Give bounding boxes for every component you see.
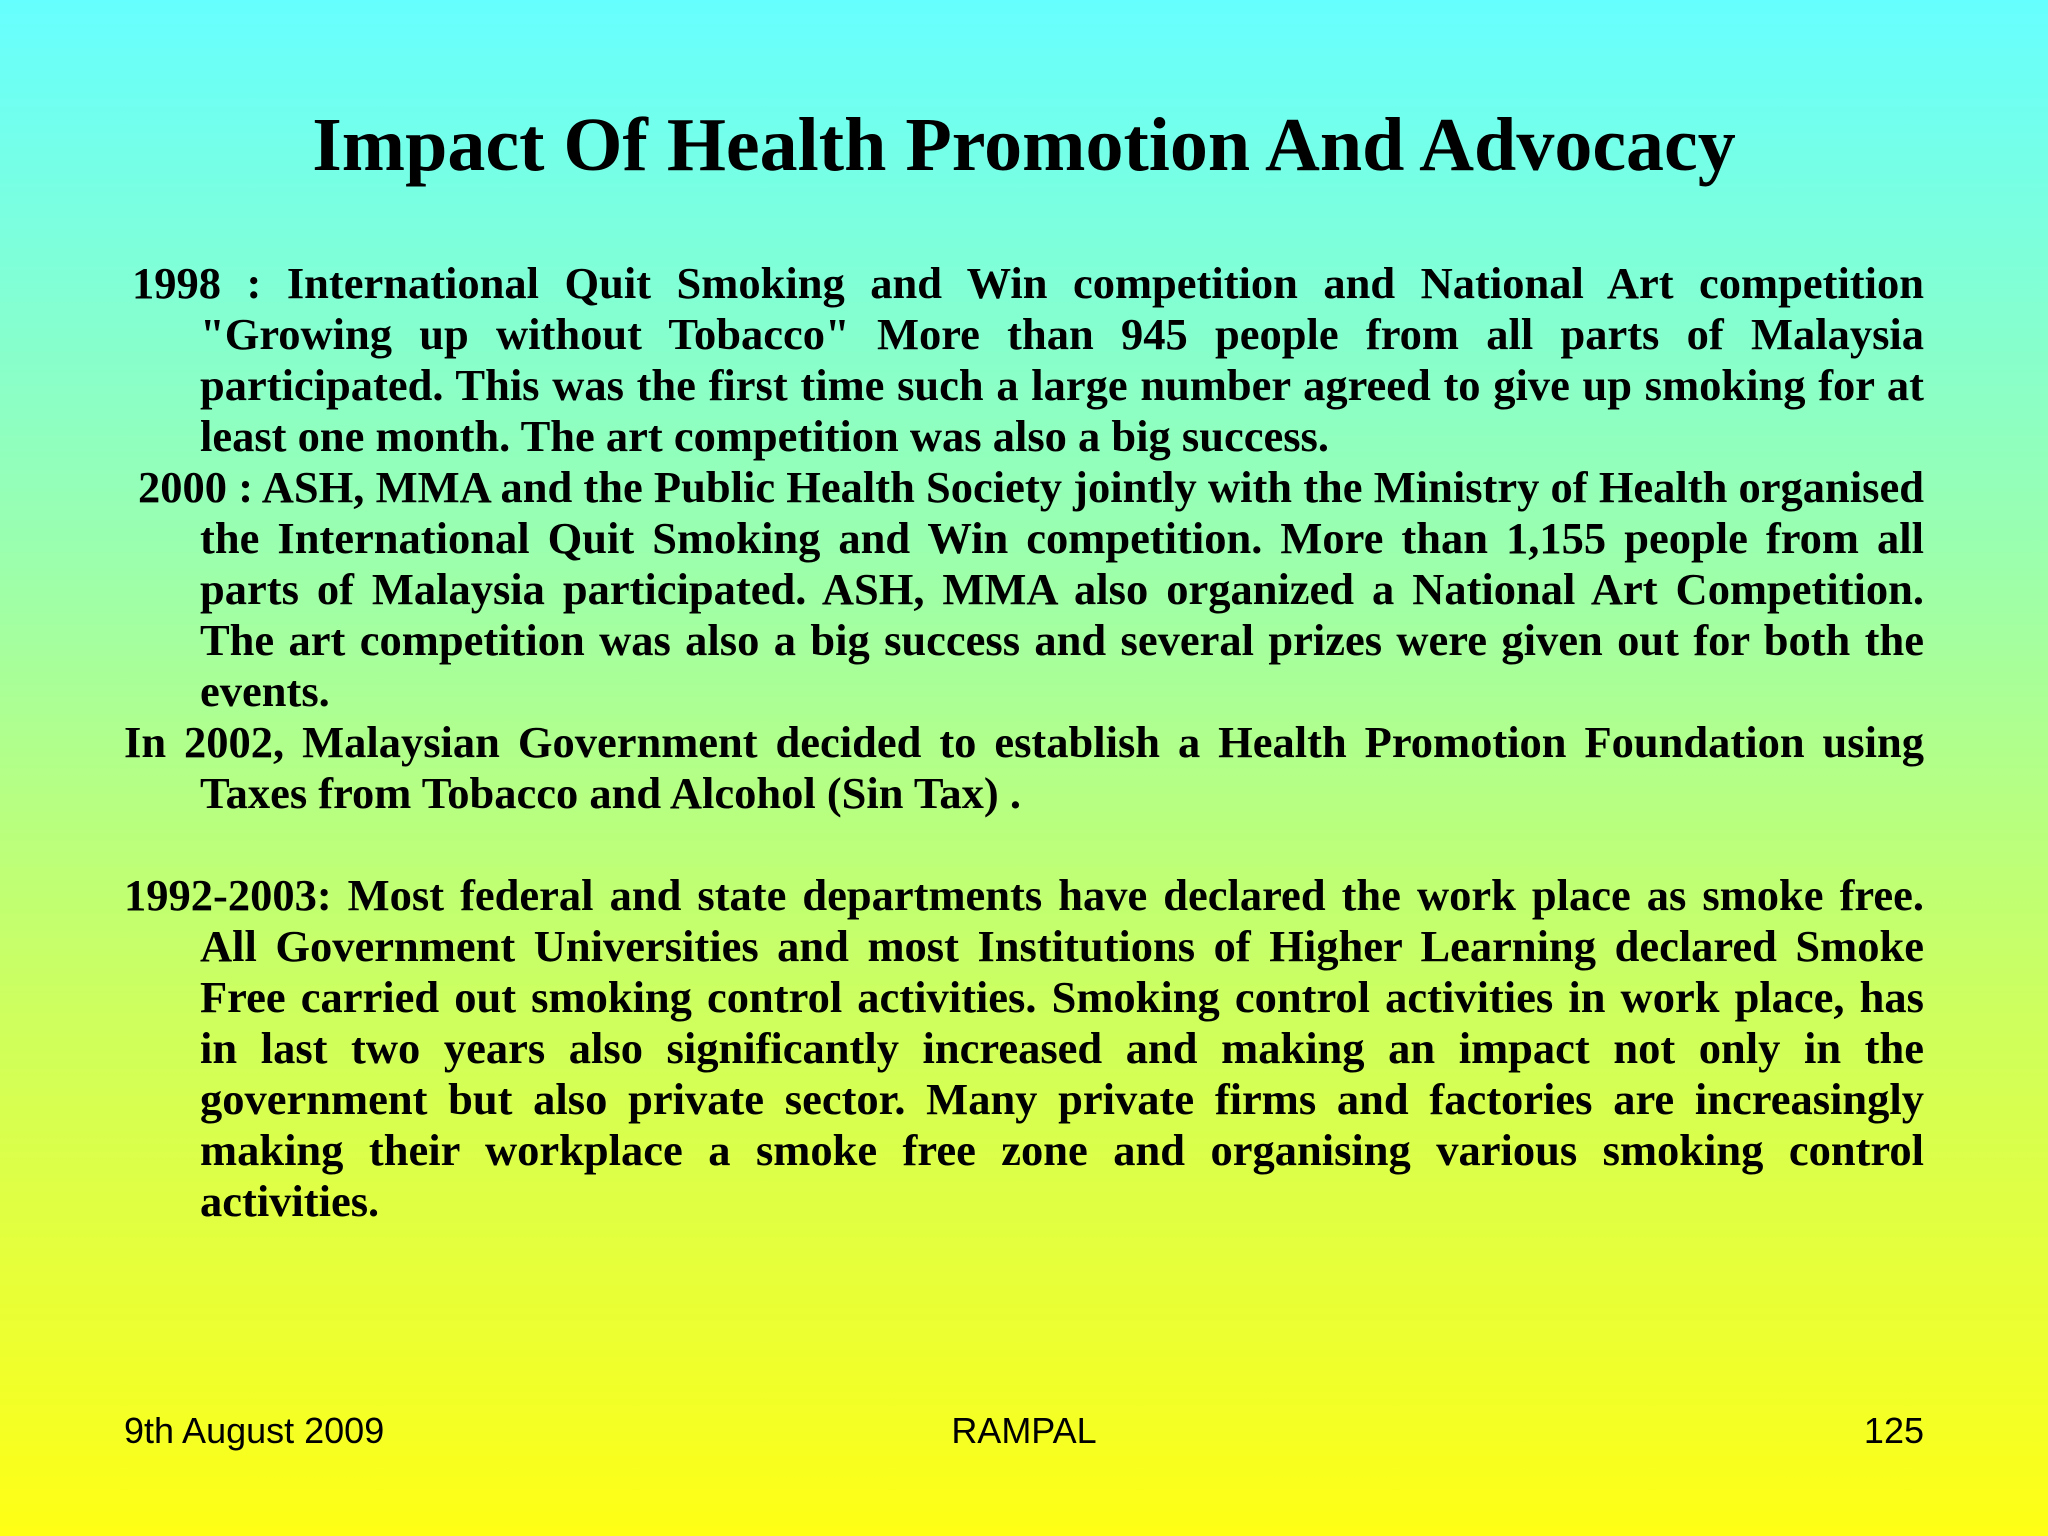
paragraph-1992-2003: 1992-2003: Most federal and state departments have declared the work place as smoke free. All Government Universities and most Institutions of Higher Learning declared Smoke Free carried out smoking control activities. Smoking control activities in work place, has in last two years also significantly increased and making an impact not only in the government but also private sector. Many private firms and factories are increasingly making their workplace a smoke free zone and organising various smoking control activities. [124,870,1924,1226]
paragraph-2000: 2000 : ASH, MMA and the Public Health Society jointly with the Ministry of Health organised the International Quit Smoking and Win competition. More than 1,155 people from all parts of Malaysia participated. ASH, MMA also organized a National Art Competition. The art competition was also a big success and several prizes were given out for both the events. [138,462,1924,716]
footer-author: RAMPAL [951,1410,1097,1451]
slide-body [124,258,1924,1227]
footer-page-number: 125 [1863,1410,1924,1451]
slide-title: Impact Of Health Promotion And Advocacy [312,103,1736,187]
footer-date: 9th August 2009 [124,1410,385,1451]
paragraph-2002: In 2002, Malaysian Government decided to establish a Health Promotion Foundation using Taxes from Tobacco and Alcohol (Sin Tax) . [124,717,1924,818]
paragraph-1998: 1998 : International Quit Smoking and Win competition and National Art competition "Growing up without Tobacco" More than 945 people from all parts of Malaysia participated. This was the first time such a large number agreed to give up smoking for at least one month. The art competition was also a big success. [132,258,1924,461]
paragraph-spacer [124,819,1924,870]
